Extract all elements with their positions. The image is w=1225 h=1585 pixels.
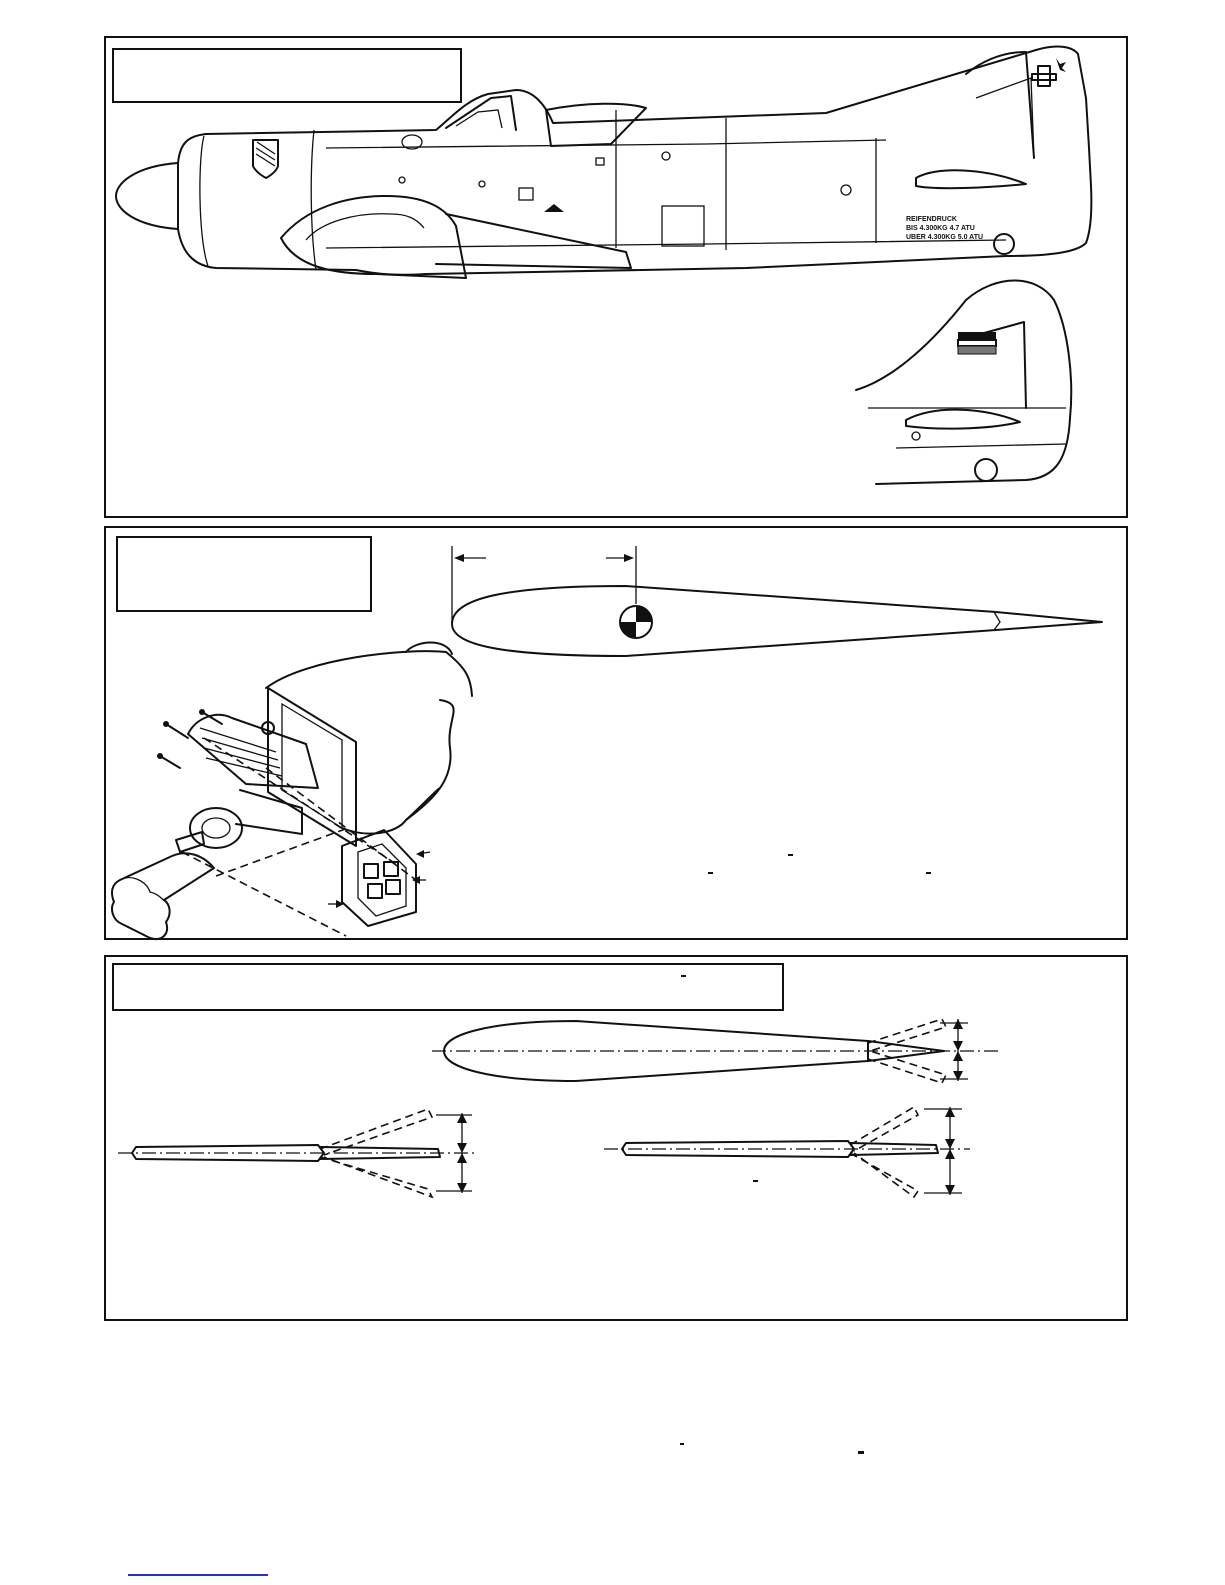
stencil-line-2: BIS 4.300KG 4.7 ATU xyxy=(906,225,975,232)
control-throw-diagram xyxy=(106,957,1130,1323)
marker-dot xyxy=(926,872,931,874)
footer-dash xyxy=(680,1443,684,1445)
marker-dot xyxy=(753,1180,758,1182)
alternate-tail-view xyxy=(856,281,1071,485)
aircraft-side-view xyxy=(106,38,1130,520)
balance-point-icon xyxy=(620,606,652,638)
control-throw-panel xyxy=(104,955,1128,1321)
iron-cross-emblem-icon xyxy=(1032,58,1066,86)
footer-dash xyxy=(858,1451,864,1454)
stencil-line-1: REIFENDRUCK xyxy=(906,216,957,223)
propeller-spinner-icon xyxy=(116,163,178,229)
marker-dot xyxy=(788,854,793,856)
marker-dot xyxy=(708,872,713,874)
balance-engine-panel xyxy=(104,526,1128,940)
battery-pack-icon xyxy=(112,853,214,939)
balance-engine-diagram xyxy=(106,528,1130,942)
aircraft-decal-panel xyxy=(104,36,1128,518)
footer-link-underline[interactable] xyxy=(128,1574,268,1576)
stencil-line-3: UBER 4.300KG 5.0 ATU xyxy=(906,234,984,241)
wing-airfoil xyxy=(452,586,1102,656)
engine-icon xyxy=(176,715,318,852)
